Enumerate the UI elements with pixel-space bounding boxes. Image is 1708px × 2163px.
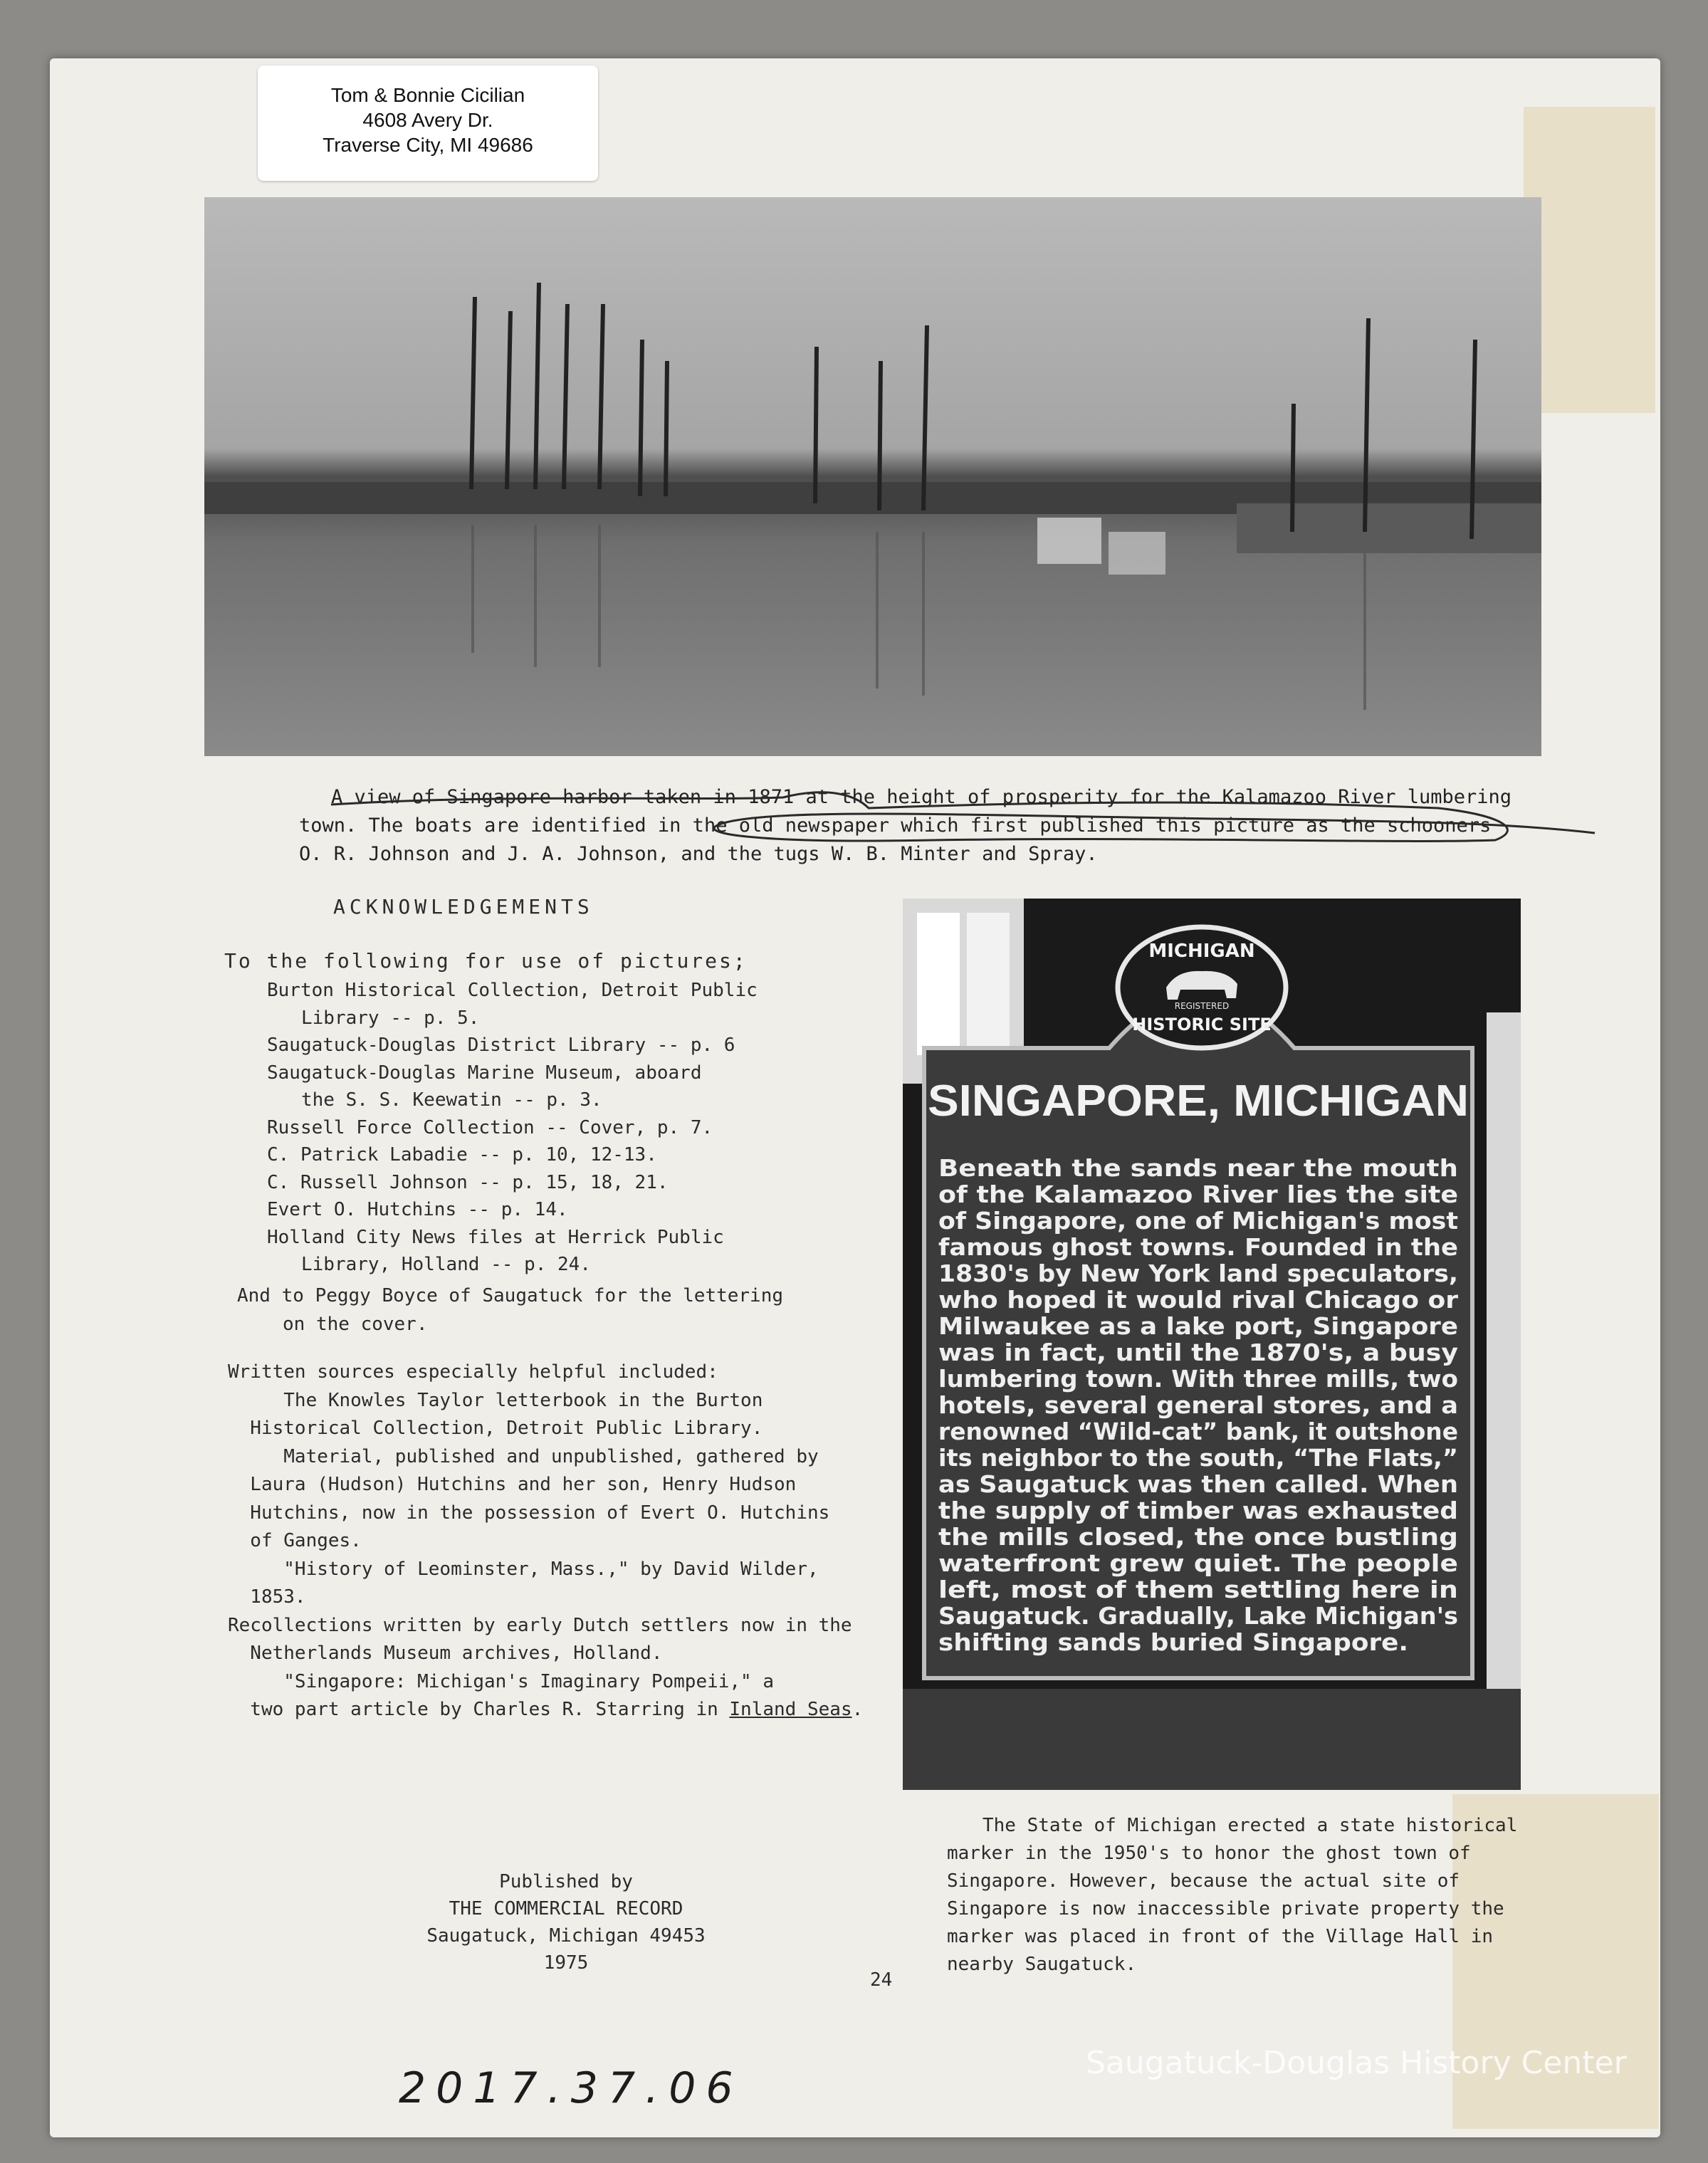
source-line: Netherlands Museum archives, Holland. (228, 1643, 663, 1664)
caption-line-3: O. R. Johnson and J. A. Johnson, and the tugs W. B. Minter and Spray. (299, 843, 1098, 865)
list-item-cont: Library, Holland -- p. 24. (301, 1254, 591, 1275)
caption-line-1: A view of Singapore harbor taken in 1871 at the height of prosperity for the Kalamazoo River lumbering (331, 786, 1512, 808)
publisher-line-3: Saugatuck, Michigan 49453 (426, 1925, 706, 1947)
caption-line-2: town. The boats are identified in the old newspaper which first published this picture as the schooners (299, 815, 1492, 837)
label-city: Traverse City, MI 49686 (323, 134, 533, 156)
marker-line: hotels, several general stores, and a (938, 1391, 1458, 1419)
marker-caption-line: marker was placed in front of the Village Hall in (947, 1926, 1494, 1947)
source-line: Recollections written by early Dutch settlers now in the (228, 1614, 852, 1636)
list-item: C. Russell Johnson -- p. 15, 18, 21. (267, 1171, 669, 1193)
list-item-cont: the S. S. Keewatin -- p. 3. (301, 1089, 602, 1111)
source-line: 1853. (228, 1586, 306, 1608)
marker-badge-top: MICHIGAN (1148, 941, 1255, 962)
marker-line: shifting sands buried Singapore. (938, 1628, 1408, 1656)
list-item: C. Patrick Labadie -- p. 10, 12-13. (267, 1144, 657, 1166)
source-line: "History of Leominster, Mass.," by David Wilder, (228, 1558, 819, 1580)
marker-line: who hoped it would rival Chicago or (938, 1286, 1459, 1314)
marker-line: was in fact, until the 1870's, a busy (938, 1339, 1458, 1366)
label-street: 4608 Avery Dr. (362, 109, 493, 131)
list-item-cont: Library -- p. 5. (301, 1007, 480, 1029)
marker-line: its neighbor to the south, “The Flats,” (938, 1444, 1458, 1472)
marker-line: as Saugatuck was then called. When (938, 1470, 1458, 1498)
acknowledgements-list (267, 977, 822, 1279)
harbor-photo (204, 197, 1541, 756)
source-line: Material, published and unpublished, gathered by (228, 1445, 819, 1467)
list-item: Saugatuck-Douglas District Library -- p. 6 (267, 1035, 735, 1056)
marker-line: waterfront grew quiet. The people (938, 1549, 1458, 1577)
marker-line: Saugatuck. Gradually, Lake Michigan's (938, 1602, 1458, 1630)
marker-line: 1830's by New York land speculators, (938, 1259, 1458, 1287)
pen-mark (328, 765, 1609, 851)
historic-marker-photo (903, 899, 1521, 1790)
final-line-1: And to Peggy Boyce of Saugatuck for the lettering (237, 1285, 784, 1306)
marker-line: of Singapore, one of Michigan's most (938, 1207, 1459, 1235)
list-item: Russell Force Collection -- Cover, p. 7. (267, 1116, 713, 1138)
marker-line: Milwaukee as a lake port, Singapore (938, 1312, 1458, 1340)
publisher-block (388, 1868, 744, 1976)
list-item: Holland City News files at Herrick Public (267, 1226, 724, 1248)
source-line: of Ganges. (228, 1530, 362, 1551)
acknowledgements-final (237, 1282, 783, 1339)
marker-caption-line: Singapore is now inaccessible private property the (947, 1898, 1504, 1920)
marker-line: renowned “Wild-cat” bank, it outshone (938, 1418, 1458, 1445)
acknowledgements-title: ACKNOWLEDGEMENTS (333, 895, 594, 918)
written-sources (228, 1358, 864, 1724)
marker-line: left, most of them settling here in (938, 1576, 1458, 1603)
publisher-line-4: 1975 (543, 1952, 589, 1974)
page-number: 24 (870, 1969, 893, 1991)
publisher-line-2: THE COMMERCIAL RECORD (449, 1898, 683, 1920)
marker-line: famous ghost towns. Founded in the (938, 1233, 1458, 1261)
source-line-last (228, 1696, 864, 1724)
sources-intro: Written sources especially helpful included: (228, 1361, 718, 1383)
marker-caption-line: Singapore. However, because the actual site of (947, 1870, 1460, 1892)
publisher-line-1: Published by (499, 1871, 633, 1892)
source-last-prefix: two part article by Charles R. Starring in (228, 1699, 730, 1720)
source-line: "Singapore: Michigan's Imaginary Pompeii," a (228, 1670, 775, 1692)
marker-title: SINGAPORE, MICHIGAN (928, 1077, 1469, 1126)
marker-line: the mills closed, the once bustling (938, 1523, 1458, 1551)
label-name: Tom & Bonnie Cicilian (330, 84, 525, 106)
inland-seas-title: Inland Seas (729, 1699, 852, 1720)
final-line-2: on the cover. (283, 1314, 428, 1335)
list-item: Evert O. Hutchins -- p. 14. (267, 1199, 568, 1220)
marker-caption (947, 1812, 1531, 1979)
source-line: Laura (Hudson) Hutchins and her son, Henry Hudson (228, 1474, 797, 1495)
acknowledgements-intro: To the following for use of pictures; (224, 949, 748, 973)
source-line: Hutchins, now in the possession of Evert O. Hutchins (228, 1502, 830, 1524)
accession-number: 2017.37.06 (399, 2063, 743, 2113)
tape-strip-top (1524, 107, 1655, 413)
marker-line: of the Kalamazoo River lies the site (938, 1180, 1458, 1208)
marker-line: the supply of timber was exhausted (938, 1497, 1458, 1524)
list-item: Saugatuck-Douglas Marine Museum, aboard (267, 1062, 702, 1084)
source-last-suffix: . (852, 1699, 864, 1720)
watermark: Saugatuck-Douglas History Center (1086, 2045, 1627, 2081)
marker-line: Beneath the sands near the mouth (938, 1154, 1458, 1182)
marker-caption-line: marker in the 1950's to honor the ghost town of (947, 1843, 1471, 1864)
marker-line: lumbering town. With three mills, two (938, 1365, 1458, 1393)
source-line: Historical Collection, Detroit Public Library. (228, 1418, 763, 1439)
source-line: The Knowles Taylor letterbook in the Burton (228, 1389, 763, 1411)
marker-badge-bottom: HISTORIC SITE (1132, 1015, 1272, 1035)
list-item: Burton Historical Collection, Detroit Public (267, 980, 758, 1001)
marker-badge-middle: REGISTERED (1174, 1001, 1230, 1011)
marker-caption-line: The State of Michigan erected a state historical (983, 1815, 1518, 1836)
address-label (258, 66, 598, 181)
marker-caption-line: nearby Saugatuck. (947, 1954, 1137, 1975)
